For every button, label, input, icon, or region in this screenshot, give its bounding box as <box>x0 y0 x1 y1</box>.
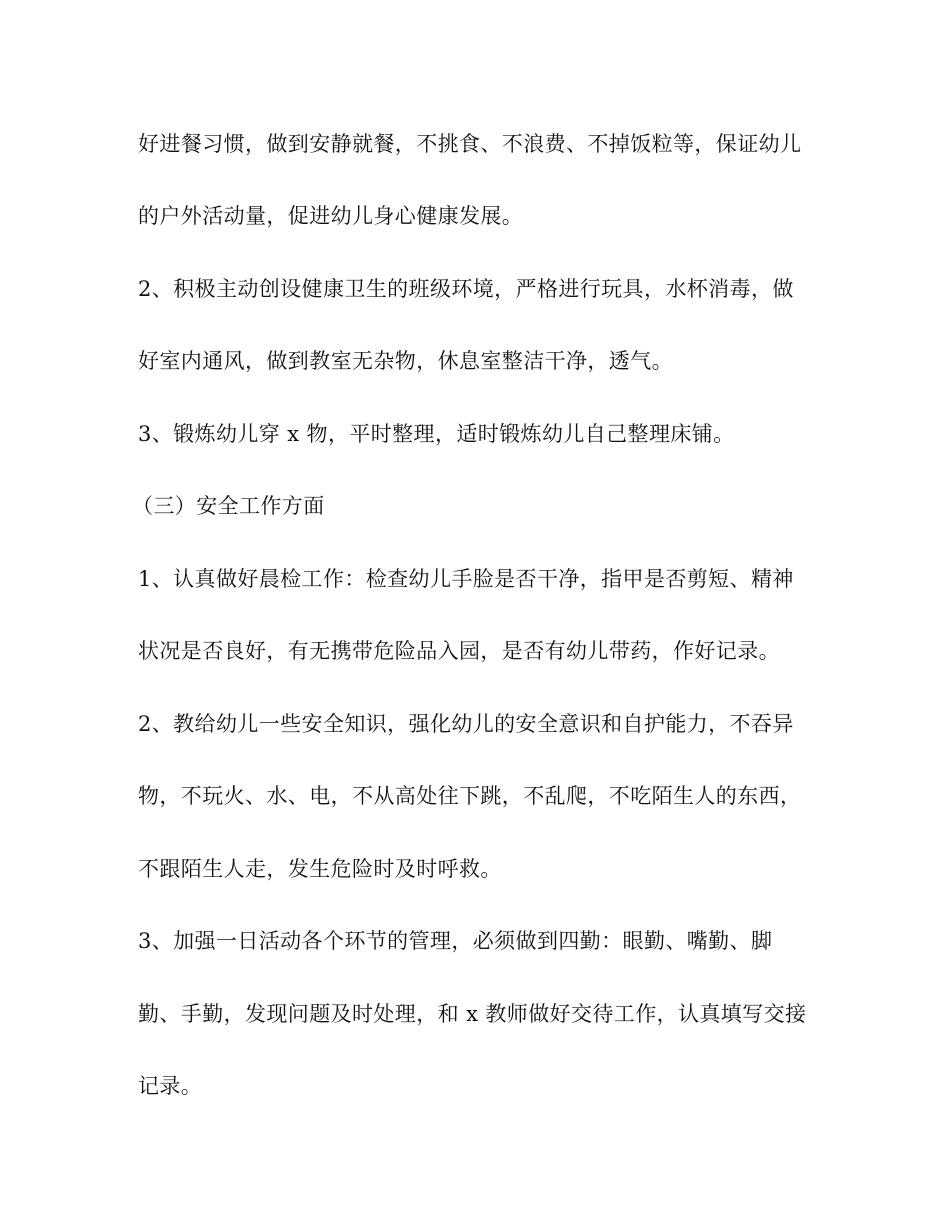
text-line: 状况是否良好，有无携带危险品入园，是否有幼儿带药，作好记录。 <box>138 639 780 663</box>
text-line: 勤、手勤，发现问题及时处理，和 x 教师做好交待工作，认真填写交接 <box>138 1002 807 1026</box>
text-line: 物，不玩火、水、电，不从高处往下跳，不乱爬，不吃陌生人的东西， <box>138 784 802 808</box>
text-line: 记录。 <box>138 1074 203 1098</box>
list-item-line: 1、认真做好晨检工作：检查幼儿手脸是否干净，指甲是否剪短、精神 <box>138 567 794 591</box>
text-line: 不跟陌生人走，发生危险时及时呼救。 <box>138 857 502 881</box>
section-heading: （三）安全工作方面 <box>132 494 325 518</box>
list-item-line: 3、加强一日活动各个环节的管理，必须做到四勤：眼勤、嘴勤、脚 <box>138 929 773 953</box>
text-line: 好进餐习惯，做到安静就餐，不挑食、不浪费、不掉饭粒等，保证幼儿 <box>138 132 802 156</box>
text-line: 的户外活动量，促进幼儿身心健康发展。 <box>138 204 524 228</box>
list-item-line: 2、教给幼儿一些安全知识，强化幼儿的安全意识和自护能力，不吞异 <box>138 712 794 736</box>
list-item-line: 2、积极主动创设健康卫生的班级环境，严格进行玩具，水杯消毒，做 <box>138 277 794 301</box>
text-line: 好室内通风，做到教室无杂物，休息室整洁干净，透气。 <box>138 349 673 373</box>
list-item-line: 3、锻炼幼儿穿 x 物，平时整理，适时锻炼幼儿自己整理床铺。 <box>138 422 735 446</box>
